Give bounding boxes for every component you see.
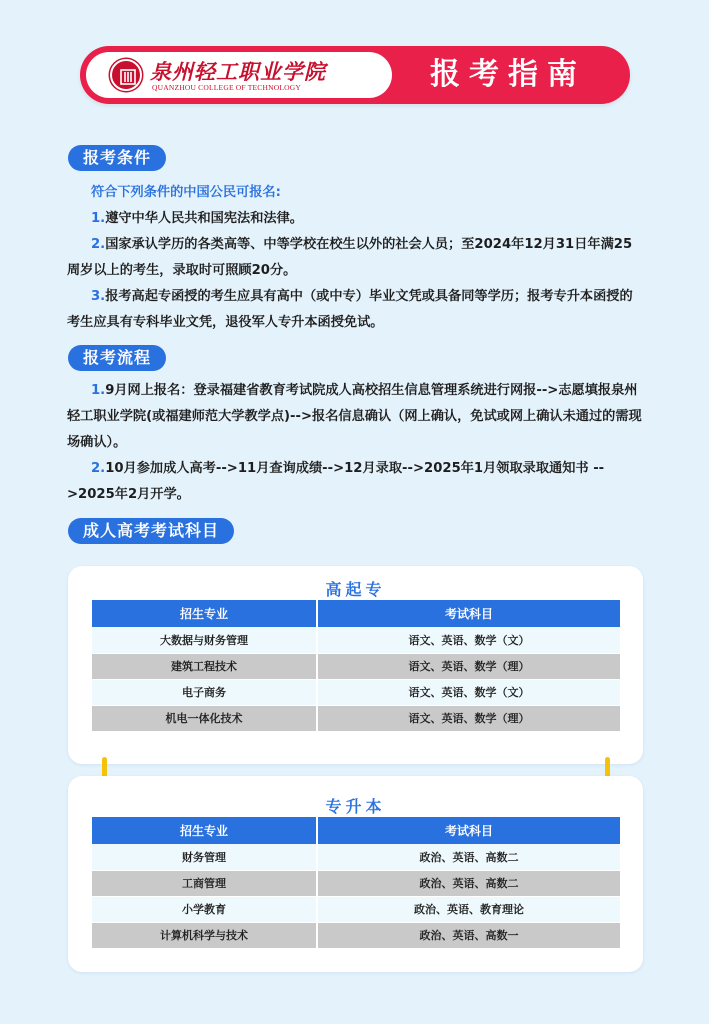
- process-text: 10月参加成人高考-->11月查询成绩-->12月录取-->2025年1月领取录取通知书 -->2025年2月开学。: [67, 461, 605, 502]
- table-row: [92, 870, 620, 896]
- cell-major: 工商管理: [92, 870, 317, 896]
- school-logo: [86, 52, 392, 98]
- card-gqz: [68, 566, 643, 764]
- condition-text: 遵守中华人民共和国宪法和法律。: [105, 211, 303, 226]
- col-header-major: 招生专业: [92, 600, 317, 627]
- table-header-row: [92, 600, 620, 627]
- cell-major: 大数据与财务管理: [92, 627, 317, 653]
- col-header-major: 招生专业: [92, 817, 317, 844]
- cell-subject: 语文、英语、数学（理）: [317, 705, 620, 731]
- process-body: [67, 378, 645, 508]
- condition-item: [67, 232, 645, 284]
- cell-subject: 语文、英语、数学（文）: [317, 627, 620, 653]
- condition-text: 报考高起专函授的考生应具有高中（或中专）毕业文凭或具备同等学历；报考专升本函授的考生应具有专科毕业文凭，退役军人专升本函授免试。: [67, 289, 633, 330]
- card-title-gqz: 高起专: [325, 580, 386, 599]
- col-header-subject: 考试科目: [317, 817, 620, 844]
- page-title: 报考指南: [430, 57, 586, 92]
- card-zsb: [68, 776, 643, 972]
- header-banner: [80, 46, 630, 104]
- condition-text: 国家承认学历的各类高等、中等学校在校生以外的社会人员；至2024年12月31日年满25周岁以上的考生，录取时可照顾20分。: [67, 237, 633, 278]
- process-num: 2.: [91, 461, 106, 476]
- school-name-en: QUANZHOU COLLEGE OF TECHNOLOGY: [152, 83, 301, 92]
- cell-major: 小学教育: [92, 896, 317, 922]
- section-heading-process: 报考流程: [68, 345, 166, 371]
- cell-subject: 政治、英语、高数二: [317, 870, 620, 896]
- table-zsb: [92, 817, 620, 949]
- cell-subject: 语文、英语、数学（文）: [317, 679, 620, 705]
- card-title-zsb: 专升本: [325, 797, 386, 816]
- section-heading-conditions: 报考条件: [68, 145, 166, 171]
- table-row: [92, 679, 620, 705]
- condition-num: 3.: [91, 289, 106, 304]
- table-row: [92, 922, 620, 948]
- table-row: [92, 844, 620, 870]
- condition-num: 1.: [91, 211, 106, 226]
- cell-major: 财务管理: [92, 844, 317, 870]
- process-text: 9月网上报名：登录福建省教育考试院成人高校招生信息管理系统进行网报-->志愿填报泉州轻工职业学院(或福建师范大学教学点)-->报名信息确认（网上确认，免试或网上确认未通过的需现场确认）。: [67, 383, 642, 450]
- cell-subject: 语文、英语、数学（理）: [317, 653, 620, 679]
- cell-major: 计算机科学与技术: [92, 922, 317, 948]
- process-item: [67, 456, 645, 508]
- table-gqz: [92, 600, 620, 732]
- table-row: [92, 896, 620, 922]
- process-num: 1.: [91, 383, 106, 398]
- school-name-cn: 泉州轻工职业学院: [150, 59, 326, 84]
- condition-item: [67, 284, 645, 336]
- cell-major: 建筑工程技术: [92, 653, 317, 679]
- cell-subject: 政治、英语、高数一: [317, 922, 620, 948]
- cell-subject: 政治、英语、教育理论: [317, 896, 620, 922]
- col-header-subject: 考试科目: [317, 600, 620, 627]
- cell-subject: 政治、英语、高数二: [317, 844, 620, 870]
- table-row: [92, 705, 620, 731]
- table-header-row: [92, 817, 620, 844]
- table-row: [92, 653, 620, 679]
- section-heading-subjects: 成人高考考试科目: [68, 518, 234, 544]
- table-row: [92, 627, 620, 653]
- conditions-intro: 符合下列条件的中国公民可报名:: [91, 185, 281, 200]
- conditions-body: [67, 180, 645, 336]
- process-item: [67, 378, 645, 456]
- school-seal-icon: [110, 59, 142, 91]
- condition-num: 2.: [91, 237, 106, 252]
- cell-major: 机电一体化技术: [92, 705, 317, 731]
- condition-item: [67, 206, 645, 232]
- cell-major: 电子商务: [92, 679, 317, 705]
